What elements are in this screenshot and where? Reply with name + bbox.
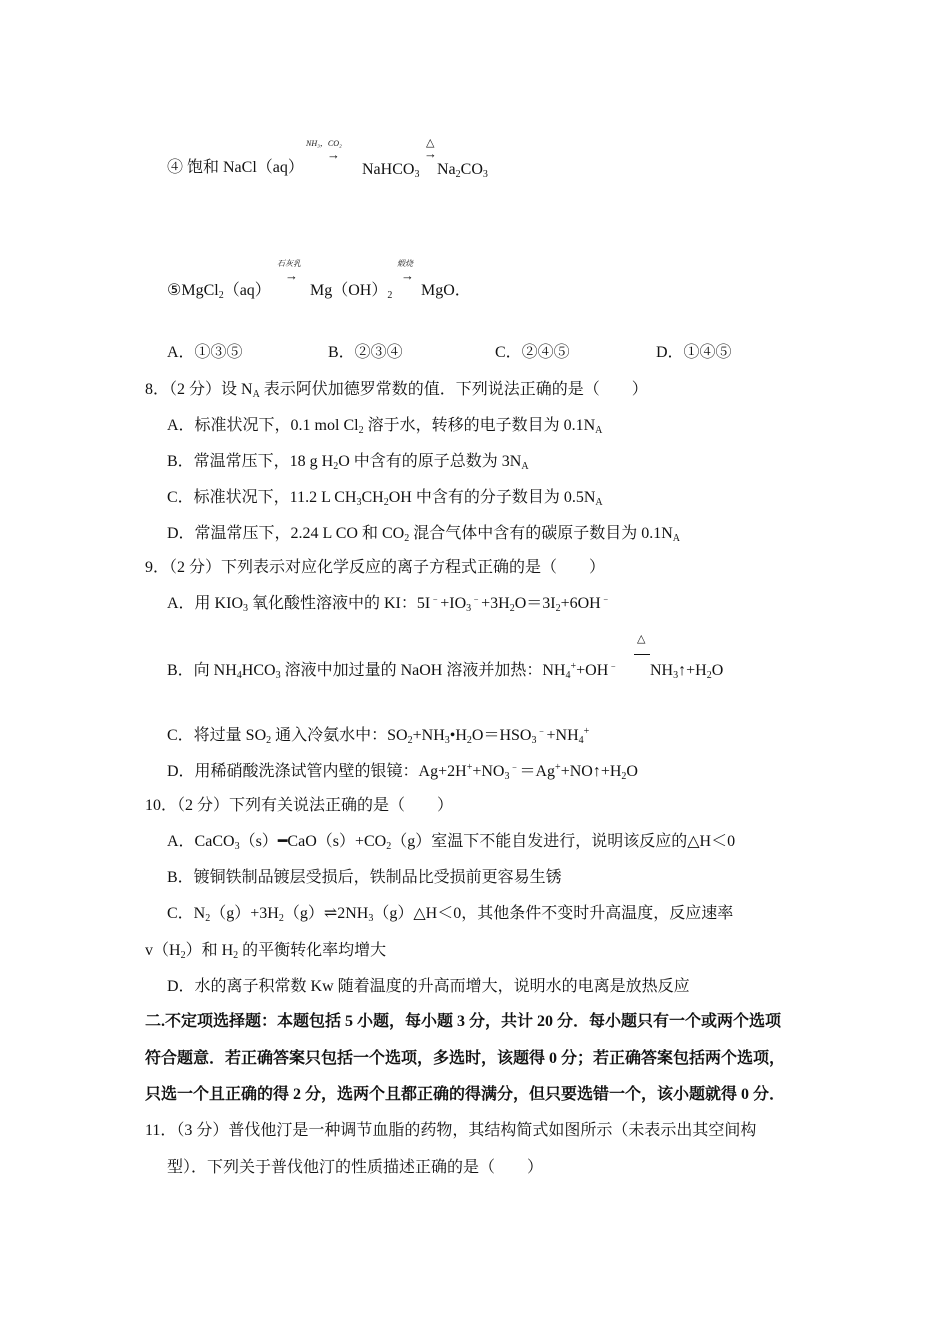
q9-option-c: C．将过量 $SO_2$ 通入冷氨水中：$SO_2+NH_3•H_2O=HSO_3^﹣+NH_4^+$ [167,726,590,746]
q7-option-a: A．①③⑤ [167,344,243,361]
q9-stem: 9．（2 分）下列表示对应化学反应的离子方程式正确的是（ ） [145,559,606,576]
q11-stem-line1: 11．（3 分）普伐他汀是一种调节血脂的药物，其结构简式如图所示（未表示出其空间构 [145,1122,757,1139]
q8-stem: 8．（2 分）设 $N_A$ 表示阿伏加德罗常数的值．下列说法正确的是（ ） [145,381,648,400]
item4-nahco3: NaHCO$_3$ [362,161,420,180]
q10-option-a: A．$CaCO_3(s)━CaO(s)+CO_2(g)$室温下不能自发进行，说明该反应的△H＜0 [167,833,736,852]
arrow-condition-calcination: 煅烧 [397,259,413,268]
item4-prefix: ④ 饱和 NaCl（aq） [167,159,304,176]
heat-triangle-icon: △ [637,633,646,645]
q8-option-d: D．常温常压下，2.24 L CO 和 $CO_2$ 混合气体中含有的碳原子数目为 $0.1N_A$ [167,525,680,544]
reaction-arrow-icon: → [285,268,298,283]
q8-option-a: A．标准状况下，0.1 mol $Cl_2$ 溶于水，转移的电子数目为 $0.1N_A$ [167,417,603,436]
arrow-condition-lime-milk: 石灰乳 [277,259,301,268]
arrow-condition-nh3-co2: NH₃，CO₂ [306,139,342,148]
q10-option-b: B．镀铜铁制品镀层受损后，铁制品比受损前更容易生锈 [167,869,562,886]
item5-mgo: MgO． [421,282,471,299]
q9-option-a: A．用 $KIO_3$ 氧化酸性溶液中的 KI：$5I^﹣+IO_3^﹣+3H_2O=3I_2+6OH^﹣$ [167,594,611,614]
section2-instructions-line2: 符合题意．若正确答案只包括一个选项，多选时，该题得 0 分；若正确答案包括两个选项， [145,1050,786,1067]
section2-instructions-line3: 只选一个且正确的得 2 分，选两个且都正确的得满分，但只要选错一个，该小题就得 0 分． [145,1086,786,1103]
reaction-arrow-icon: → [424,146,437,161]
q7-option-d: D．①④⑤ [656,344,732,361]
q10-stem: 10．（2 分）下列有关说法正确的是（ ） [145,797,454,814]
heat-triangle-icon: △ [426,137,435,149]
q7-option-c: C．②④⑤ [495,344,570,361]
q10-option-d: D．水的离子积常数 Kw 随着温度的升高而增大，说明水的电离是放热反应 [167,978,690,995]
q8-option-b: B．常温常压下，18 g $H_2O$ 中含有的原子总数为 $3N_A$ [167,453,529,472]
q7-option-b: B．②③④ [328,344,403,361]
item5-mgcl2: ⑤MgCl$_2$（aq） [167,282,271,301]
q8-option-c: C．标准状况下，11.2 L $CH_3CH_2OH$ 中含有的分子数目为 $0.5N_A$ [167,489,603,508]
q11-stem-line2: 型）．下列关于普伐他汀的性质描述正确的是（ ） [167,1159,544,1176]
item5-mgoh2: $Mg(OH)_2$ [310,282,393,301]
q10-option-c-continuation: $v(H_2)$和 $H_2$ 的平衡转化率均增大 [145,942,387,961]
reaction-bar [634,654,650,655]
q9-option-d: D．用稀硝酸洗涤试管内壁的银镜：$Ag+2H^++NO_3^﹣=Ag^++NO↑+H_2O$ [167,762,638,782]
reaction-arrow-icon: → [327,147,340,162]
reaction-arrow-icon: → [401,268,414,283]
item4-na2co3: $Na_2CO_3$ [437,161,488,180]
section2-instructions-line1: 二.不定项选择题：本题包括 5 小题，每小题 3 分，共计 20 分．每小题只有一个或两个选项 [145,1013,782,1030]
q10-option-c: C．$N_2(g)+3H_2(g)\rightleftharpoons 2NH_3(g)\triangle H<0$，其他条件不变时升高温度，反应速率 [167,905,734,924]
q9-option-b: B．向 $NH_4HCO_3$ 溶液中加过量的 NaOH 溶液并加热：$NH_4^++OH^﹣$ [167,661,619,681]
q9-option-b-products: $NH_3↑+H_2O$ [650,662,724,681]
